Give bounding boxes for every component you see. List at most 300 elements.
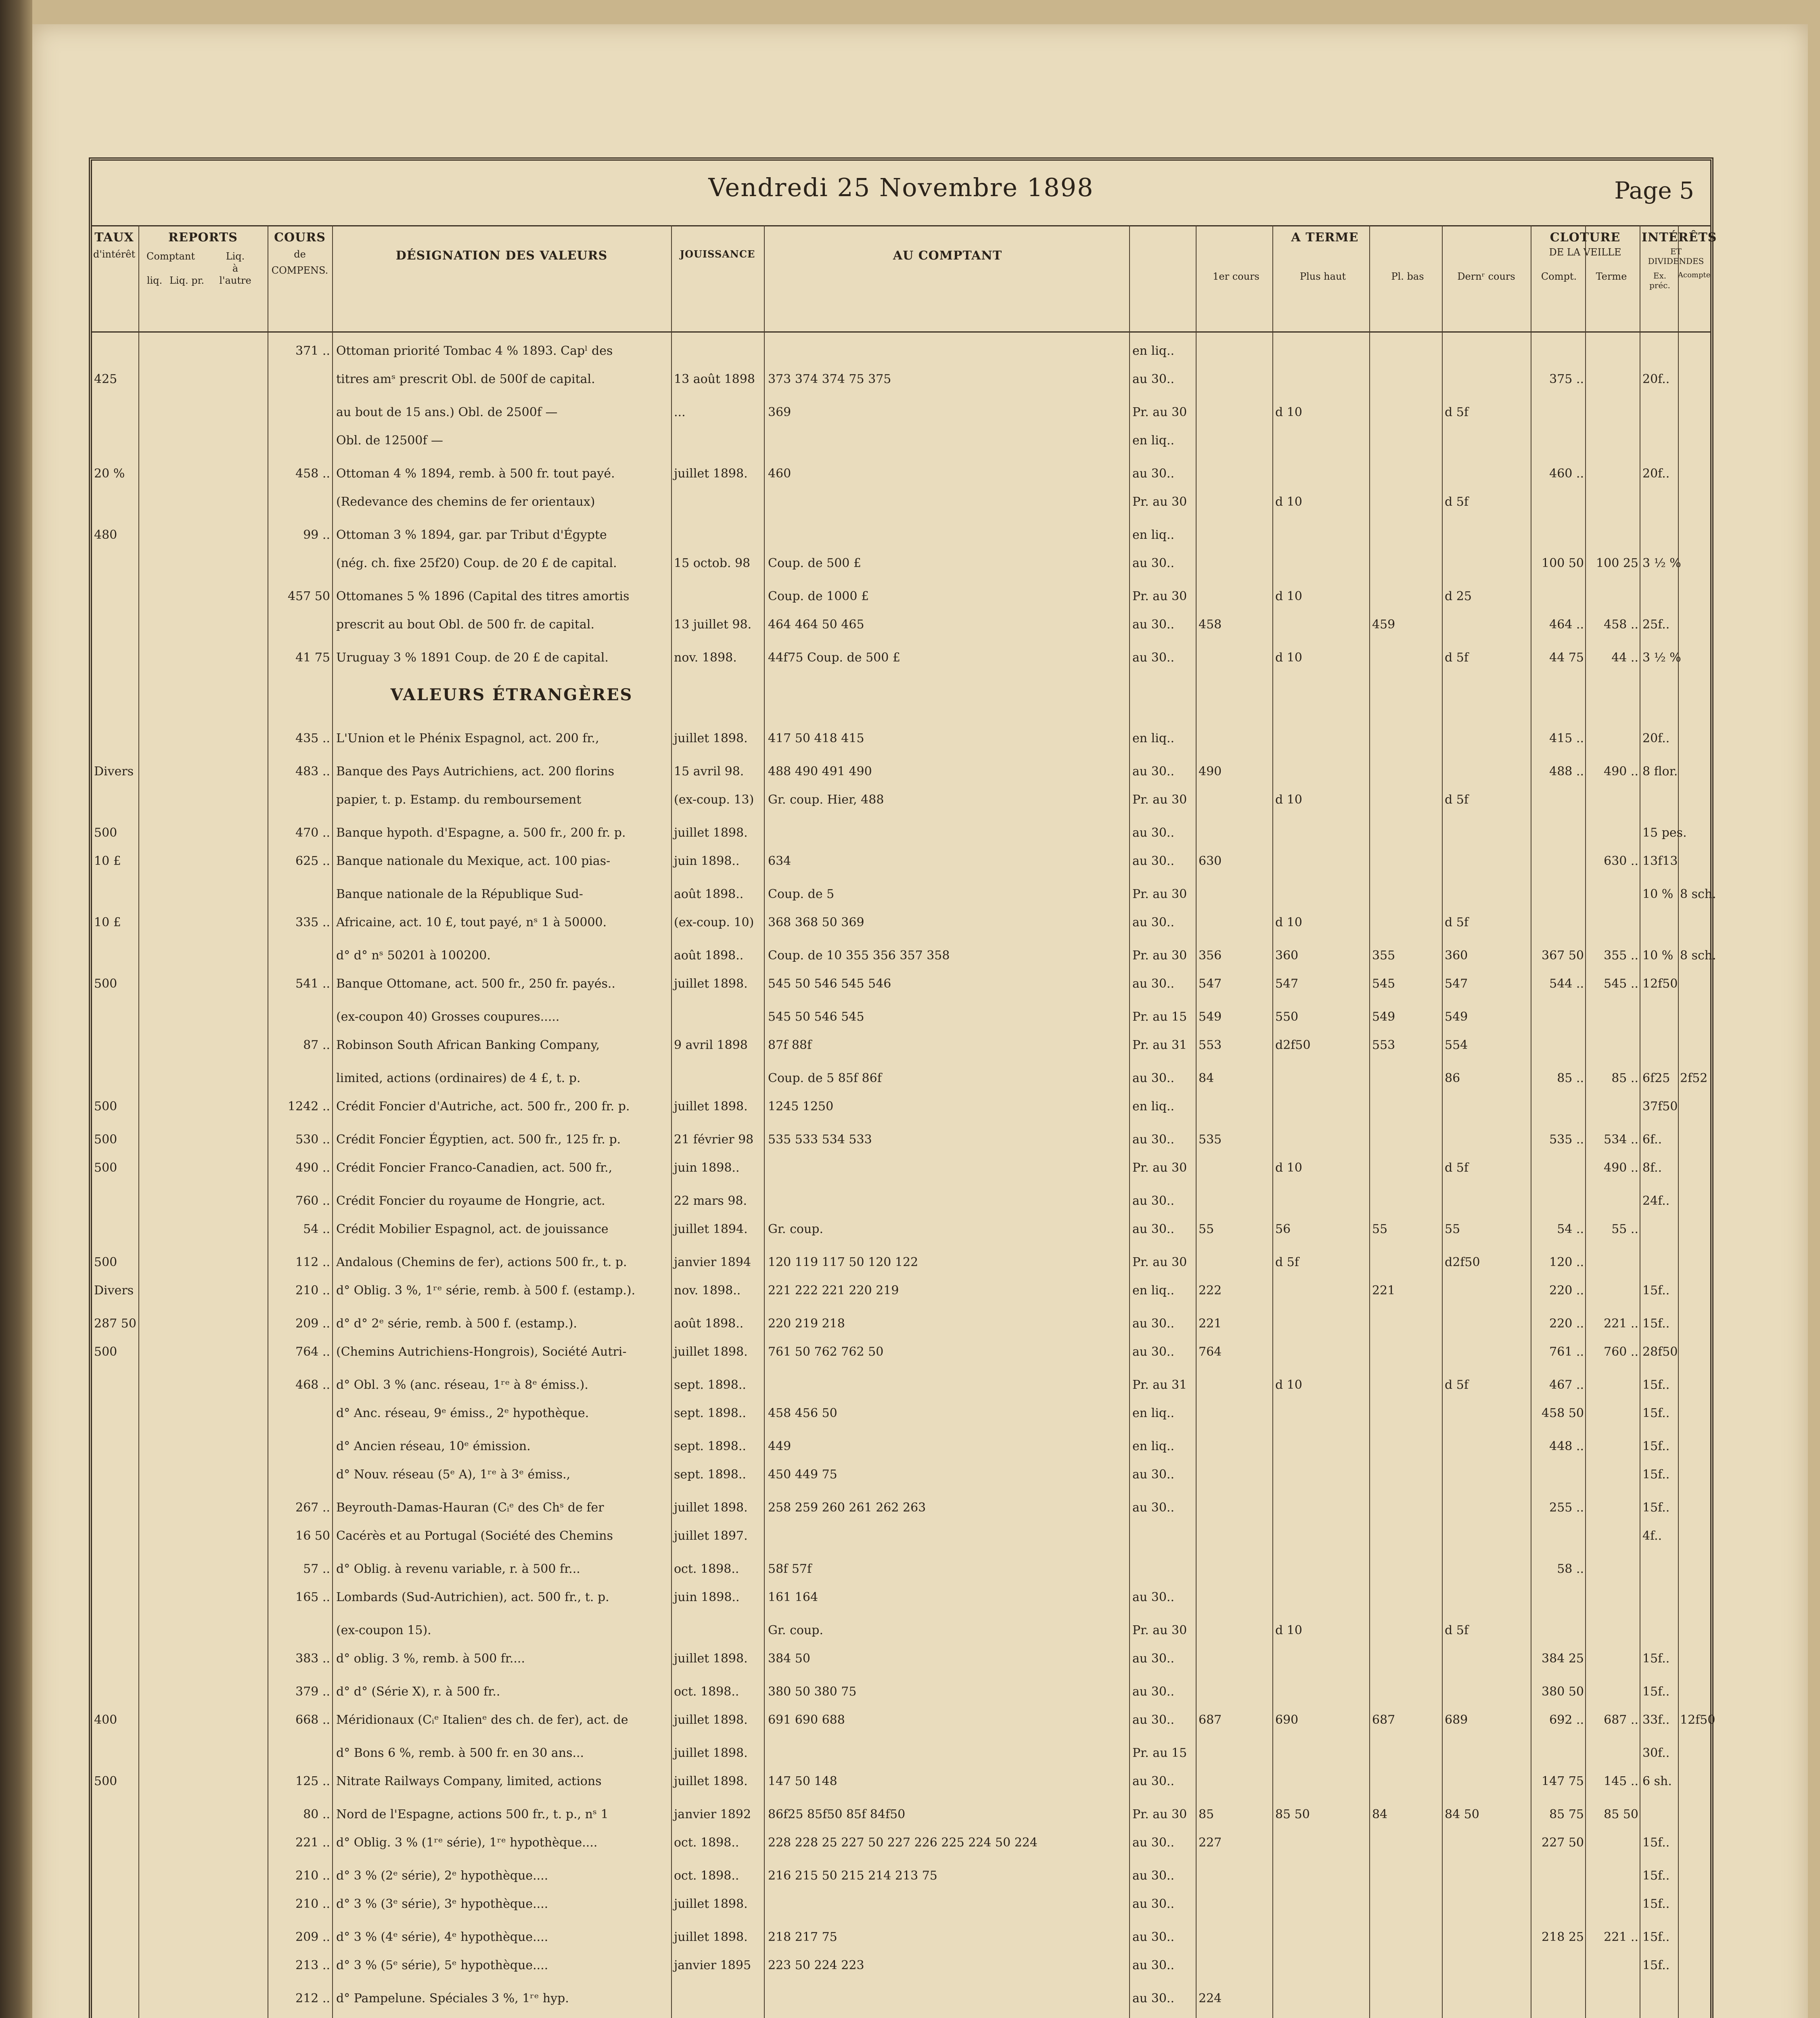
- cell-designation: Ottomanes 5 % 1896 (Capital des titres amortis: [336, 589, 630, 603]
- cell-designation: Banque nationale du Mexique, act. 100 pias-: [336, 854, 611, 868]
- col-de-la-veille: DE LA VEILLE: [1549, 247, 1621, 258]
- cell-dc: 549: [1445, 1010, 1468, 1024]
- cell-jouissance: oct. 1898..: [674, 1685, 739, 1699]
- table-row: [92, 1192, 1710, 1210]
- cell-ct: 545 ..: [1604, 977, 1638, 991]
- cell-designation: Crédit Mobilier Espagnol, act. de jouissance: [336, 1222, 609, 1236]
- cell-cours: 335 ..: [295, 915, 330, 929]
- table-row: [92, 342, 1710, 360]
- cell-terme-type: au 30..: [1132, 915, 1174, 929]
- cell-cc: 384 25: [1542, 1652, 1584, 1666]
- col-ex-prec: Ex. préc.: [1649, 271, 1670, 290]
- cell-dc: d2f50: [1445, 1255, 1480, 1269]
- cell-ex: 15f..: [1642, 1652, 1670, 1666]
- table-row: [92, 975, 1710, 993]
- cell-jouissance: oct. 1898..: [674, 1836, 739, 1850]
- col-liq-autre: l'autre: [219, 275, 251, 286]
- cell-cours: 57 ..: [303, 1562, 330, 1576]
- table-row: [92, 1527, 1710, 1545]
- cell-terme-type: au 30..: [1132, 1836, 1174, 1850]
- col-premier-cours: 1er cours: [1213, 271, 1259, 282]
- cell-ph: d 10: [1275, 793, 1302, 807]
- cell-terme-type: en liq..: [1132, 1406, 1175, 1420]
- cell-ex: 15f..: [1642, 1439, 1670, 1453]
- cell-pc: 535: [1199, 1133, 1222, 1147]
- cell-ex: 15f..: [1642, 1869, 1670, 1883]
- cell-designation: Banque des Pays Autrichiens, act. 200 florins: [336, 764, 615, 779]
- table-row: [92, 1957, 1710, 1974]
- cell-cours: 435 ..: [295, 731, 330, 745]
- cell-ph: d 10: [1275, 1378, 1302, 1392]
- cell-ph: 550: [1275, 1010, 1299, 1024]
- cell-comptant: 384 50: [768, 1652, 810, 1666]
- cell-designation: Lombards (Sud-Autrichien), act. 500 fr., t. p.: [336, 1590, 609, 1604]
- cell-cours: 530 ..: [295, 1133, 330, 1147]
- cell-cours: 54 ..: [303, 1222, 330, 1236]
- table-row: [92, 885, 1716, 903]
- cell-cours: 99 ..: [303, 528, 330, 542]
- cell-terme-type: au 30..: [1132, 1501, 1174, 1515]
- cell-ph: d2f50: [1275, 1038, 1311, 1052]
- table-row: [92, 1343, 1710, 1361]
- cell-terme-type: au 30..: [1132, 1774, 1174, 1788]
- cell-dc: 360: [1445, 948, 1468, 963]
- cell-ex: 8 flor.: [1642, 764, 1678, 779]
- cell-designation: d° 3 % (3ᵉ série), 3ᵉ hypothèque....: [336, 1897, 548, 1911]
- cell-cours: 210 ..: [295, 1897, 330, 1911]
- cell-ex: 15f..: [1642, 1467, 1670, 1482]
- cell-taux: 425: [94, 372, 117, 386]
- cell-ph: d 10: [1275, 1161, 1302, 1175]
- cell-taux: 500: [94, 977, 117, 991]
- cell-dc: d 5f: [1445, 915, 1469, 929]
- cell-ex: 15f..: [1642, 1685, 1670, 1699]
- cell-ex: 15f..: [1642, 1930, 1670, 1944]
- cell-terme-type: en liq..: [1132, 1099, 1175, 1114]
- cell-ac: 2f52: [1680, 1071, 1708, 1085]
- cell-jouissance: juillet 1897.: [674, 1529, 748, 1543]
- cell-ex: 15f..: [1642, 1378, 1670, 1392]
- cell-cc: 467 ..: [1549, 1378, 1584, 1392]
- table-row: [92, 588, 1710, 605]
- cell-terme-type: en liq..: [1132, 731, 1175, 745]
- cell-cc: 100 50: [1542, 556, 1584, 570]
- cell-comptant: 87f 88f: [768, 1038, 812, 1052]
- cell-cc: 367 50: [1542, 948, 1584, 963]
- cell-designation: Ottoman 4 % 1894, remb. à 500 fr. tout payé.: [336, 467, 615, 481]
- col-liq-sub: liq.: [146, 275, 163, 286]
- table-row: [92, 1650, 1710, 1668]
- cell-cours: 483 ..: [295, 764, 330, 779]
- table-row: [92, 914, 1710, 932]
- cell-ct: 221 ..: [1604, 1930, 1638, 1944]
- cell-designation: Cacérès et au Portugal (Société des Chemins: [336, 1529, 613, 1543]
- cell-comptant: 223 50 224 223: [768, 1958, 864, 1972]
- cell-dc: d 5f: [1445, 1161, 1469, 1175]
- cell-ph: 547: [1275, 977, 1299, 991]
- cell-designation: Ottoman 3 % 1894, gar. par Tribut d'Égypte: [336, 528, 607, 542]
- cell-terme-type: au 30..: [1132, 556, 1174, 570]
- cell-ph: d 10: [1275, 405, 1302, 419]
- cell-jouissance: 15 avril 98.: [674, 764, 744, 779]
- quotation-rows: [92, 338, 1716, 2018]
- cell-taux: 480: [94, 528, 117, 542]
- cell-designation: Africaine, act. 10 £, tout payé, nˢ 1 à 50000.: [336, 915, 607, 929]
- cell-cours: 764 ..: [295, 1345, 330, 1359]
- cell-jouissance: sept. 1898..: [674, 1378, 746, 1392]
- cell-designation: d° Oblig. à revenu variable, r. à 500 fr...: [336, 1562, 580, 1576]
- cell-terme-type: au 30..: [1132, 1133, 1174, 1147]
- cell-comptant: 228 228 25 227 50 227 226 225 224 50 224: [768, 1836, 1038, 1850]
- cell-ex: 15f..: [1642, 1317, 1670, 1331]
- cell-dc: d 5f: [1445, 651, 1469, 665]
- cell-cours: 112 ..: [295, 1255, 330, 1269]
- cell-designation: titres amˢ prescrit Obl. de 500f de capital.: [336, 372, 595, 386]
- cell-cours: 267 ..: [295, 1501, 330, 1515]
- cell-comptant: 545 50 546 545: [768, 1010, 864, 1024]
- col-comptant: Comptant: [146, 251, 195, 262]
- cell-taux: 500: [94, 1161, 117, 1175]
- cell-taux: 20 %: [94, 467, 125, 481]
- cell-designation: Crédit Foncier Égyptien, act. 500 fr., 125 fr. p.: [336, 1133, 621, 1147]
- cell-jouissance: juillet 1898.: [674, 1652, 748, 1666]
- cell-designation: d° Obl. 3 % (anc. réseau, 1ʳᵉ à 8ᵉ émiss.).: [336, 1378, 588, 1392]
- table-row: [92, 1622, 1710, 1639]
- cell-terme-type: au 30..: [1132, 1317, 1174, 1331]
- table-row: [92, 1928, 1710, 1946]
- cell-dc: d 25: [1445, 589, 1472, 603]
- cell-designation: d° 3 % (2ᵉ série), 2ᵉ hypothèque....: [336, 1869, 548, 1883]
- cell-cours: 383 ..: [295, 1652, 330, 1666]
- cell-taux: 10 £: [94, 915, 121, 929]
- cell-terme-type: en liq..: [1132, 1283, 1175, 1298]
- cell-designation: (nég. ch. fixe 25f20) Coup. de 20 £ de capital.: [336, 556, 617, 570]
- table-row: [92, 852, 1710, 870]
- cell-comptant: 258 259 260 261 262 263: [768, 1501, 926, 1515]
- cell-jouissance: sept. 1898..: [674, 1406, 746, 1420]
- cell-cc: 85 75: [1549, 1807, 1584, 1821]
- cell-cours: 209 ..: [295, 1930, 330, 1944]
- table-row: [92, 1466, 1710, 1484]
- table-row: [92, 371, 1710, 388]
- cell-cc: 415 ..: [1549, 731, 1584, 745]
- col-au-comptant: AU COMPTANT: [893, 249, 1002, 263]
- table-row: [92, 1282, 1710, 1300]
- cell-designation: papier, t. p. Estamp. du remboursement: [336, 793, 582, 807]
- table-frame: [89, 157, 1717, 2018]
- cell-ct: 55 ..: [1611, 1222, 1638, 1236]
- cell-cc: 692 ..: [1549, 1713, 1584, 1727]
- cell-terme-type: Pr. au 30: [1132, 495, 1187, 509]
- cell-pc: 547: [1199, 977, 1222, 991]
- cell-terme-type: Pr. au 15: [1132, 1010, 1187, 1024]
- cell-cc: 535 ..: [1549, 1133, 1584, 1147]
- col-pl-bas: Pl. bas: [1391, 271, 1424, 282]
- cell-comptant: 450 449 75: [768, 1467, 837, 1482]
- cell-comptant: 761 50 762 762 50: [768, 1345, 884, 1359]
- cell-ct: 687 ..: [1604, 1713, 1638, 1727]
- table-row: [92, 1773, 1710, 1790]
- table-row: [92, 947, 1716, 965]
- cell-comptant: 216 215 50 215 214 213 75: [768, 1869, 937, 1883]
- cell-ct: 534 ..: [1604, 1133, 1638, 1147]
- cell-dc: d 5f: [1445, 793, 1469, 807]
- cell-pb: 221: [1372, 1283, 1395, 1298]
- cell-jouissance: sept. 1898..: [674, 1467, 746, 1482]
- cell-terme-type: Pr. au 30: [1132, 948, 1187, 963]
- cell-comptant: 535 533 534 533: [768, 1133, 872, 1147]
- cell-ph: d 10: [1275, 915, 1302, 929]
- cell-designation: L'Union et le Phénix Espagnol, act. 200 fr.,: [336, 731, 599, 745]
- cell-designation: Andalous (Chemins de fer), actions 500 fr., t. p.: [336, 1255, 627, 1269]
- cell-pc: 85: [1199, 1807, 1214, 1821]
- cell-terme-type: Pr. au 30: [1132, 793, 1187, 807]
- cell-designation: d° Oblig. 3 %, 1ʳᵉ série, remb. à 500 f. (estamp.).: [336, 1283, 636, 1298]
- cell-ct: 145 ..: [1604, 1774, 1638, 1788]
- table-row: [92, 1744, 1710, 1762]
- cell-pc: 553: [1199, 1038, 1222, 1052]
- cell-comptant: 458 456 50: [768, 1406, 837, 1420]
- cell-jouissance: juin 1898..: [674, 1161, 740, 1175]
- col-designation: DÉSIGNATION DES VALEURS: [395, 249, 608, 263]
- cell-cc: 218 25: [1542, 1930, 1584, 1944]
- cell-ct: 760 ..: [1604, 1345, 1638, 1359]
- cell-terme-type: au 30..: [1132, 1897, 1174, 1911]
- cell-comptant: 449: [768, 1439, 791, 1453]
- cell-pc: 630: [1199, 854, 1222, 868]
- cell-pc: 227: [1199, 1836, 1222, 1850]
- cell-jouissance: oct. 1898..: [674, 1869, 739, 1883]
- cell-ph: d 10: [1275, 495, 1302, 509]
- cell-jouissance: août 1898..: [674, 948, 744, 963]
- cell-ex: 20f..: [1642, 372, 1670, 386]
- cell-cc: 220 ..: [1549, 1283, 1584, 1298]
- col-interets: INTÉRÊTS: [1642, 230, 1717, 245]
- cell-comptant: Coup. de 10 355 356 357 358: [768, 948, 950, 963]
- cell-ex: 15f..: [1642, 1897, 1670, 1911]
- cell-comptant: 44f75 Coup. de 500 £: [768, 651, 900, 665]
- cell-cc: 380 50: [1542, 1685, 1584, 1699]
- cell-pc: 84: [1199, 1071, 1214, 1085]
- cell-comptant: Gr. coup.: [768, 1222, 824, 1236]
- cell-terme-type: au 30..: [1132, 467, 1174, 481]
- cell-comptant: Coup. de 5 85f 86f: [768, 1071, 882, 1085]
- cell-jouissance: ...: [674, 405, 686, 419]
- table-row: [92, 1834, 1710, 1852]
- col-liq-pr: Liq. pr.: [169, 275, 205, 286]
- cell-taux: 500: [94, 1133, 117, 1147]
- cell-designation: (ex-coupon 15).: [336, 1623, 431, 1637]
- cell-designation: d° Oblig. 3 % (1ʳᵉ série), 1ʳᵉ hypothèque....: [336, 1836, 598, 1850]
- table-row: [92, 465, 1710, 483]
- cell-pc: 224: [1199, 1991, 1222, 2005]
- cell-jouissance: (ex-coup. 13): [674, 793, 754, 807]
- cell-jouissance: juillet 1894.: [674, 1222, 748, 1236]
- cell-designation: Crédit Foncier d'Autriche, act. 500 fr., 200 fr. p.: [336, 1099, 630, 1114]
- cell-terme-type: au 30..: [1132, 1930, 1174, 1944]
- cell-comptant: Gr. coup.: [768, 1623, 824, 1637]
- col-dern-cours: Dernʳ cours: [1457, 271, 1515, 282]
- cell-cours: 87 ..: [303, 1038, 330, 1052]
- cell-designation: d° 3 % (5ᵉ série), 5ᵉ hypothèque....: [336, 1958, 548, 1972]
- cell-designation: Crédit Foncier du royaume de Hongrie, act.: [336, 1194, 605, 1208]
- cell-terme-type: au 30..: [1132, 1958, 1174, 1972]
- cell-terme-type: Pr. au 30: [1132, 1255, 1187, 1269]
- cell-pb: 549: [1372, 1010, 1395, 1024]
- cell-ct: 458 ..: [1604, 618, 1638, 632]
- cell-ph: d 10: [1275, 589, 1302, 603]
- cell-ct: 85 ..: [1611, 1071, 1638, 1085]
- cell-comptant: 220 219 218: [768, 1317, 845, 1331]
- cell-jouissance: 13 juillet 98.: [674, 618, 752, 632]
- cell-designation: (Chemins Autrichiens-Hongrois), Société Autri-: [336, 1345, 627, 1359]
- cell-ex: 15f..: [1642, 1836, 1670, 1850]
- cell-cours: 379 ..: [295, 1685, 330, 1699]
- cell-comptant: 373 374 374 75 375: [768, 372, 891, 386]
- table-row: [92, 730, 1710, 747]
- cell-ex: 15f..: [1642, 1283, 1670, 1298]
- cell-ac: 8 sch.: [1680, 887, 1716, 901]
- cell-terme-type: en liq..: [1132, 528, 1175, 542]
- cell-ph: 85 50: [1275, 1807, 1310, 1821]
- cell-dc: 84 50: [1445, 1807, 1479, 1821]
- cell-designation: (Redevance des chemins de fer orientaux): [336, 495, 595, 509]
- cell-ct: 355 ..: [1604, 948, 1638, 963]
- cell-ex: 3 ½ %: [1642, 556, 1681, 570]
- cell-cours: 209 ..: [295, 1317, 330, 1331]
- table-row: [92, 1254, 1710, 1271]
- cell-terme-type: Pr. au 30: [1132, 1623, 1187, 1637]
- cell-comptant: 380 50 380 75: [768, 1685, 857, 1699]
- table-row: [92, 1070, 1710, 1087]
- cell-cours: 210 ..: [295, 1869, 330, 1883]
- cell-ex: 13f13: [1642, 854, 1678, 868]
- cell-designation: d° 3 % (4ᵉ série), 4ᵉ hypothèque....: [336, 1930, 548, 1944]
- col-et-dividendes: ET DIVIDENDES: [1648, 247, 1704, 266]
- cell-designation: d° Pampelune. Spéciales 3 %, 1ʳᵉ hyp.: [336, 1991, 569, 2005]
- cell-pc: 458: [1199, 618, 1222, 632]
- col-taux-sub: d'intérêt: [93, 249, 136, 260]
- cell-jouissance: juillet 1898.: [674, 1897, 748, 1911]
- cell-comptant: Coup. de 1000 £: [768, 589, 869, 603]
- cell-designation: (ex-coupon 40) Grosses coupures.....: [336, 1010, 560, 1024]
- cell-ex: 37f50: [1642, 1099, 1678, 1114]
- cell-taux: 400: [94, 1713, 117, 1727]
- page-number: Page 5: [1614, 177, 1694, 204]
- cell-jouissance: (ex-coup. 10): [674, 915, 754, 929]
- cell-jouissance: janvier 1894: [674, 1255, 751, 1269]
- cell-jouissance: juillet 1898.: [674, 1713, 748, 1727]
- cell-terme-type: au 30..: [1132, 1222, 1174, 1236]
- cell-designation: Nitrate Railways Company, limited, actions: [336, 1774, 602, 1788]
- cell-ct: 85 50: [1604, 1807, 1638, 1821]
- cell-pc: 549: [1199, 1010, 1222, 1024]
- cell-designation: d° d° 2ᵉ série, remb. à 500 f. (estamp.).: [336, 1317, 577, 1331]
- cell-comptant: 58f 57f: [768, 1562, 812, 1576]
- cell-terme-type: au 30..: [1132, 1991, 1174, 2005]
- cell-designation: d° oblig. 3 %, remb. à 500 fr....: [336, 1652, 525, 1666]
- cell-comptant: Coup. de 5: [768, 887, 835, 901]
- cell-terme-type: Pr. au 30: [1132, 887, 1187, 901]
- cell-ex: 15f..: [1642, 1406, 1670, 1420]
- cell-cours: 371 ..: [295, 344, 330, 358]
- table-row: [92, 1036, 1710, 1054]
- column-header-band: [92, 225, 1717, 333]
- cell-cours: 625 ..: [295, 854, 330, 868]
- cell-terme-type: Pr. au 30: [1132, 589, 1187, 603]
- cell-ex: 6f25: [1642, 1071, 1670, 1085]
- table-row: [92, 1867, 1710, 1885]
- col-cloture: CLOTURE: [1550, 230, 1621, 245]
- cell-jouissance: 22 mars 98.: [674, 1194, 747, 1208]
- cell-cc: 375 ..: [1549, 372, 1584, 386]
- cell-designation: d° Bons 6 %, remb. à 500 fr. en 30 ans...: [336, 1746, 584, 1760]
- cell-cc: 58 ..: [1557, 1562, 1584, 1576]
- table-row: [92, 1008, 1710, 1026]
- cell-designation: d° d° nˢ 50201 à 100200.: [336, 948, 491, 963]
- cell-designation: au bout de 15 ans.) Obl. de 2500f —: [336, 405, 558, 419]
- cell-terme-type: au 30..: [1132, 651, 1174, 665]
- section-title-valeurs-etrangeres: VALEURS ÉTRANGÈRES: [390, 685, 633, 704]
- cell-taux: 500: [94, 1345, 117, 1359]
- cell-cc: 54 ..: [1557, 1222, 1584, 1236]
- cell-cc: 761 ..: [1549, 1345, 1584, 1359]
- cell-jouissance: juillet 1898.: [674, 731, 748, 745]
- cell-pc: 356: [1199, 948, 1222, 963]
- cell-ex: 3 ½ %: [1642, 651, 1681, 665]
- cell-jouissance: juillet 1898.: [674, 1345, 748, 1359]
- cell-cc: 544 ..: [1549, 977, 1584, 991]
- cell-jouissance: janvier 1892: [674, 1807, 751, 1821]
- col-terme: Terme: [1596, 271, 1627, 282]
- col-acompte: Acompte: [1678, 271, 1711, 279]
- cell-terme-type: au 30..: [1132, 1685, 1174, 1699]
- cell-cours: 1242 ..: [288, 1099, 330, 1114]
- col-liq-a: à: [232, 263, 238, 274]
- cell-jouissance: nov. 1898..: [674, 1283, 741, 1298]
- cell-cc: 464 ..: [1549, 618, 1584, 632]
- table-row: [92, 1159, 1710, 1177]
- table-row: [92, 1405, 1710, 1422]
- cell-terme-type: au 30..: [1132, 854, 1174, 868]
- cell-comptant: 147 50 148: [768, 1774, 837, 1788]
- cell-designation: Robinson South African Banking Company,: [336, 1038, 600, 1052]
- cell-jouissance: juillet 1898.: [674, 1501, 748, 1515]
- cell-comptant: 120 119 117 50 120 122: [768, 1255, 918, 1269]
- cell-ex: 6 sh.: [1642, 1774, 1672, 1788]
- table-row: [92, 1711, 1715, 1729]
- cell-cc: 85 ..: [1557, 1071, 1584, 1085]
- cell-terme-type: au 30..: [1132, 1652, 1174, 1666]
- cell-cours: 221 ..: [295, 1836, 330, 1850]
- cell-pc: 221: [1199, 1317, 1222, 1331]
- cell-taux: Divers: [94, 764, 134, 779]
- table-row: [92, 1220, 1710, 1238]
- table-row: [92, 791, 1710, 809]
- cell-cours: 490 ..: [295, 1161, 330, 1175]
- table-row: [92, 1499, 1710, 1517]
- cell-designation: d° Nouv. réseau (5ᵉ A), 1ʳᵉ à 3ᵉ émiss.,: [336, 1467, 571, 1482]
- cell-cours: 210 ..: [295, 1283, 330, 1298]
- cell-cc: 227 50: [1542, 1836, 1584, 1850]
- cell-ex: 4f..: [1642, 1529, 1662, 1543]
- cell-cc: 147 75: [1542, 1774, 1584, 1788]
- cell-terme-type: au 30..: [1132, 764, 1174, 779]
- cell-jouissance: août 1898..: [674, 1317, 744, 1331]
- table-row: [92, 1560, 1710, 1578]
- cell-comptant: 464 464 50 465: [768, 618, 864, 632]
- table-row: [92, 1895, 1710, 1913]
